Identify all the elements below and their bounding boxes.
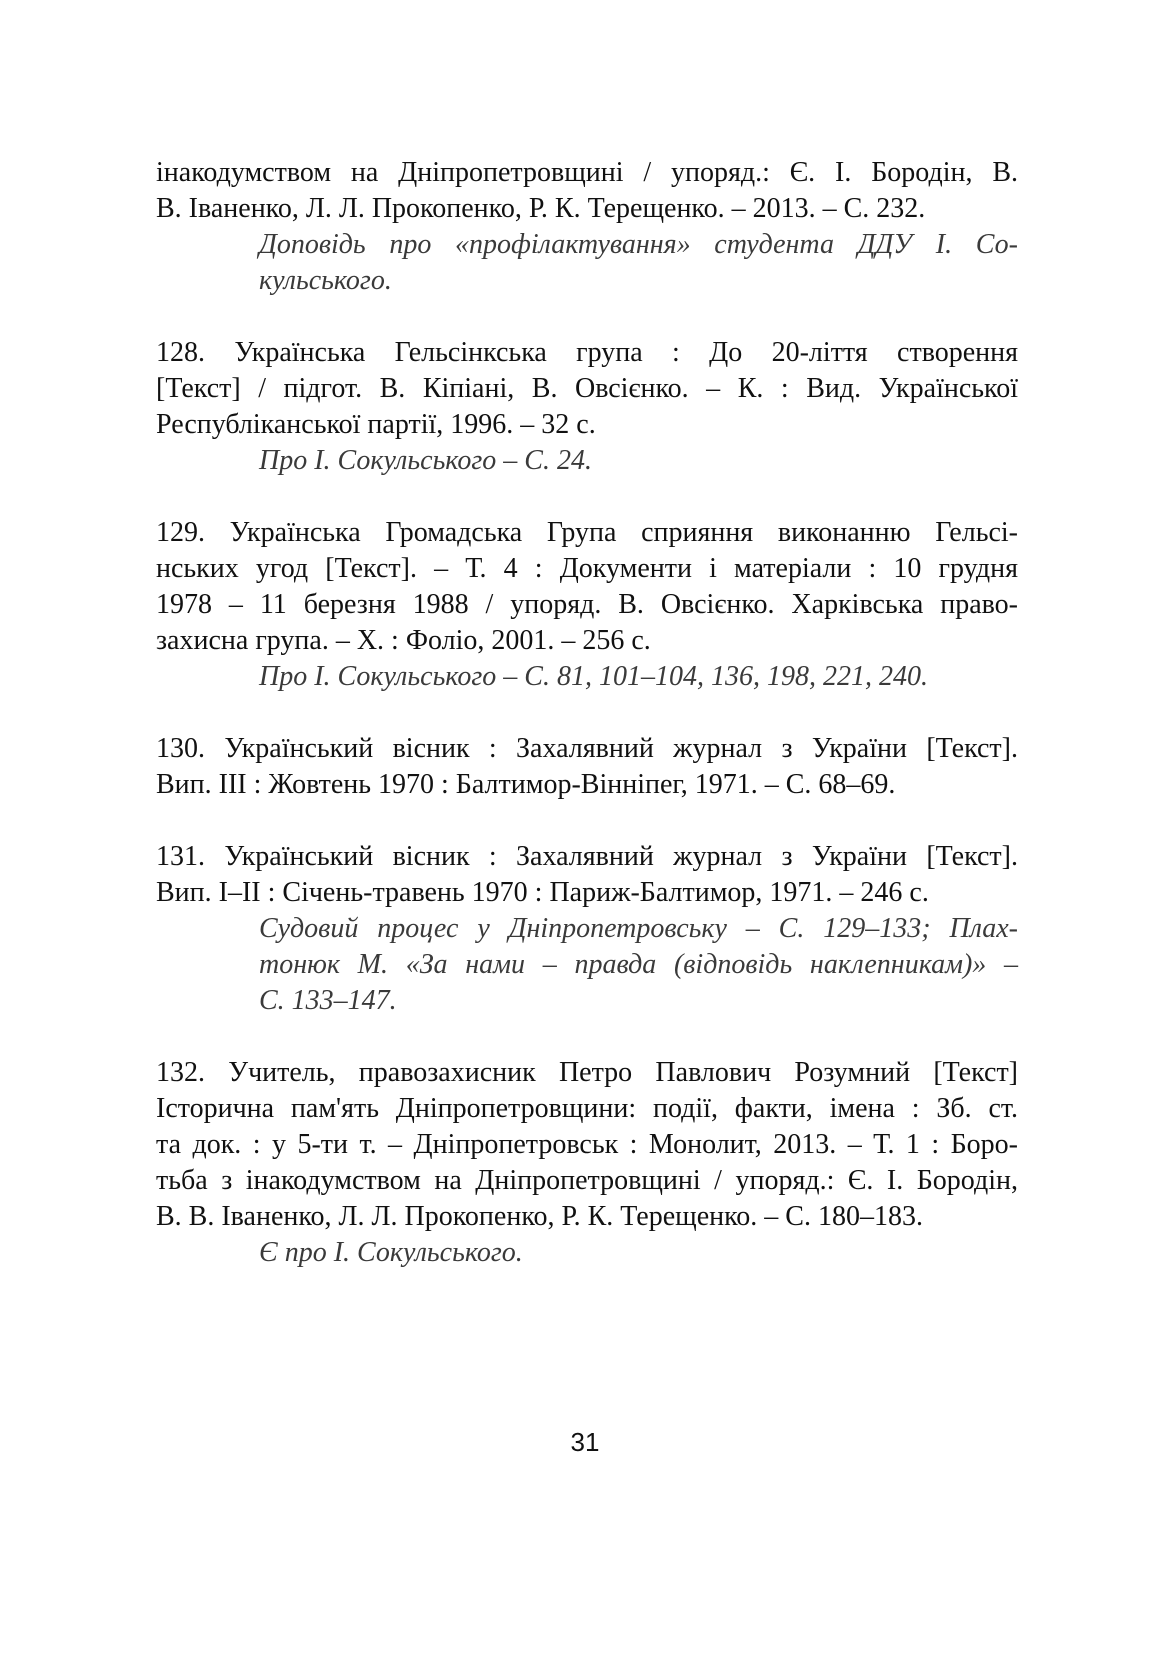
entry-line: 132. Учитель, правозахисник Петро Павлович Розумний [Текст] — [156, 1057, 1018, 1088]
entry-line: Вип. І–ІІ : Січень-травень 1970 : Париж-Балтимор, 1971. – 246 с. — [156, 877, 929, 908]
entry-line: Вип. ІІІ : Жовтень 1970 : Балтимор-Вінніпег, 1971. – С. 68–69. — [156, 769, 896, 800]
entry-line: Історична пам'ять Дніпропетровщини: події, факти, імена : Зб. ст. — [156, 1093, 1018, 1124]
entry-line: 1978 – 11 березня 1988 / упоряд. В. Овсієнко. Харківська право- — [156, 589, 1018, 620]
entry-line: захисна група. – Х. : Фоліо, 2001. – 256 с. — [156, 625, 651, 656]
entry-line: В. Іваненко, Л. Л. Прокопенко, Р. К. Терещенко. – 2013. – С. 232. — [156, 193, 926, 224]
entry-line: тьба з інакодумством на Дніпропетровщині / упоряд.: Є. І. Бородін, — [156, 1165, 1018, 1196]
entry-line: 131. Український вісник : Захалявний журнал з України [Текст]. — [156, 841, 1018, 872]
entry-annotation: Є про І. Сокульського. — [259, 1237, 523, 1268]
entry-annotation: Про І. Сокульського – С. 24. — [259, 445, 592, 476]
entry-annotation: Доповідь про «профілактування» студента ДДУ І. Со- — [259, 229, 1018, 260]
bibliography-entry-131 — [156, 839, 1018, 1019]
entry-line: інакодумством на Дніпропетровщині / упоряд.: Є. І. Бородін, В. — [156, 157, 1018, 188]
entry-line: В. В. Іваненко, Л. Л. Прокопенко, Р. К. Терещенко. – С. 180–183. — [156, 1201, 923, 1232]
bibliography-entry-129 — [156, 515, 1018, 695]
entry-line: 129. Українська Громадська Група сприяння виконанню Гельсі- — [156, 517, 1018, 548]
entry-annotation: кульського. — [259, 265, 392, 296]
entry-line: 130. Український вісник : Захалявний журнал з України [Текст]. — [156, 733, 1018, 764]
entry-line: [Текст] / підгот. В. Кіпіані, В. Овсієнко. – К. : Вид. Української — [156, 373, 1018, 404]
entry-line: нських угод [Текст]. – Т. 4 : Документи і матеріали : 10 грудня — [156, 553, 1018, 584]
entry-line: Республіканської партії, 1996. – 32 с. — [156, 409, 596, 440]
page-number: 31 — [570, 1427, 600, 1457]
entry-line: та док. : у 5-ти т. – Дніпропетровськ : Монолит, 2013. – Т. 1 : Боро- — [156, 1129, 1018, 1160]
bibliography-entry-130 — [156, 731, 1018, 803]
bibliography-entry-127-continued — [156, 155, 1018, 299]
bibliography-entry-132 — [156, 1055, 1018, 1271]
bibliography-page — [156, 155, 1018, 1307]
entry-annotation: Судовий процес у Дніпропетровську – С. 129–133; Плах- — [259, 913, 1018, 944]
entry-annotation: тонюк М. «За нами – правда (відповідь наклепникам)» – — [259, 949, 1018, 980]
entry-line: 128. Українська Гельсінкська група : До 20-ліття створення — [156, 337, 1018, 368]
entry-annotation: С. 133–147. — [259, 985, 397, 1016]
bibliography-entry-128 — [156, 335, 1018, 479]
entry-annotation: Про І. Сокульського – С. 81, 101–104, 136, 198, 221, 240. — [259, 661, 928, 692]
